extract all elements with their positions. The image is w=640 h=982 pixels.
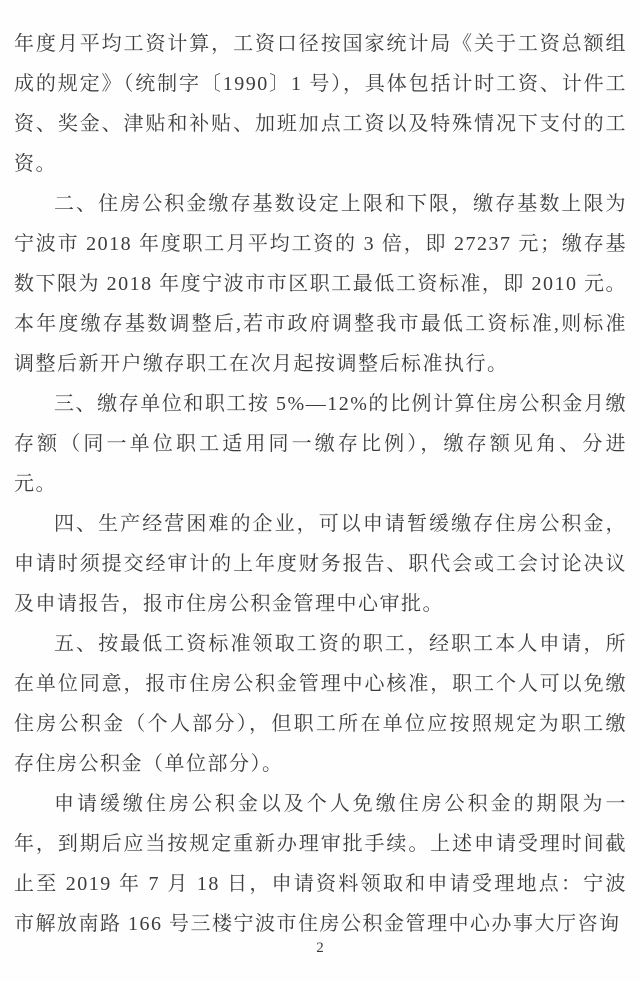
document-body [14,24,627,944]
paragraph-item-3: 三、缴存单位和职工按 5%—12%的比例计算住房公积金月缴存额（同一单位职工适用同一缴存比例），缴存额见角、分进元。 [14,393,627,495]
paragraph-closing: 申请缓缴住房公积金以及个人免缴住房公积金的期限为一年，到期后应当按规定重新办理审批手续。上述申请受理时间截止至 2019 年 7 月 18 日，申请资料领取和申请受理地点：宁波市解放南路 166 号三楼宁波市住房公积金管理中心办事大厅咨询 [14,793,627,935]
paragraph-continuation: 年度月平均工资计算，工资口径按国家统计局《关于工资总额组成的规定》（统制字〔1990〕1 号），具体包括计时工资、计件工资、奖金、津贴和补贴、加班加点工资以及特殊情况下支付的工资。 [14,33,627,175]
page-number: 2 [316,940,324,956]
paragraph-item-2: 二、住房公积金缴存基数设定上限和下限，缴存基数上限为宁波市 2018 年度职工月平均工资的 3 倍，即 27237 元；缴存基数下限为 2018 年度宁波市市区职工最低工资标准，即 2010 元。本年度缴存基数调整后,若市政府调整我市最低工资标准,则标准调整后新开户缴存职工在次月起按调整后标准执行。 [14,193,627,375]
paragraph-item-4: 四、生产经营困难的企业，可以申请暂缓缴存住房公积金，申请时须提交经审计的上年度财务报告、职代会或工会讨论决议及申请报告，报市住房公积金管理中心审批。 [14,513,627,615]
paragraph-item-5: 五、按最低工资标准领取工资的职工，经职工本人申请，所在单位同意，报市住房公积金管理中心核准，职工个人可以免缴住房公积金（个人部分），但职工所在单位应按照规定为职工缴存住房公积金（单位部分）。 [14,633,627,775]
